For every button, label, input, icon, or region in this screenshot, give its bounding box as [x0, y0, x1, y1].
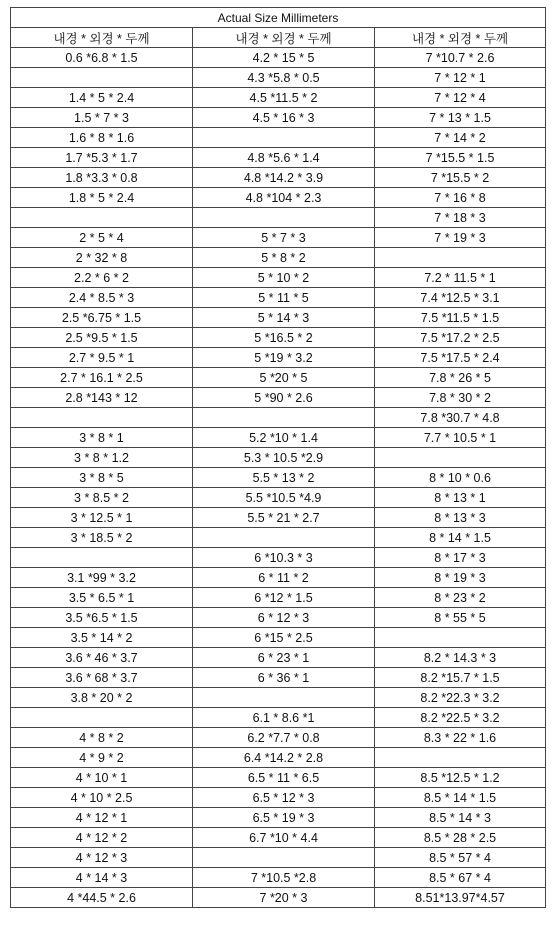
table-cell: 8 * 14 * 1.5 — [375, 528, 546, 548]
table-cell: 1.5 * 7 * 3 — [11, 108, 193, 128]
table-row — [11, 248, 546, 268]
table-cell: 4.8 *14.2 * 3.9 — [193, 168, 375, 188]
table-cell: 8.2 *15.7 * 1.5 — [375, 668, 546, 688]
table-row — [11, 128, 546, 148]
table-cell: 8.2 * 14.3 * 3 — [375, 648, 546, 668]
table-row — [11, 748, 546, 768]
table-row — [11, 168, 546, 188]
table-cell — [193, 128, 375, 148]
table-cell: 4 * 12 * 2 — [11, 828, 193, 848]
table-cell: 6 * 23 * 1 — [193, 648, 375, 668]
table-cell: 7.5 *17.2 * 2.5 — [375, 328, 546, 348]
table-row — [11, 828, 546, 848]
table-cell: 6 *10.3 * 3 — [193, 548, 375, 568]
table-cell: 4 * 14 * 3 — [11, 868, 193, 888]
table-cell: 8 * 10 * 0.6 — [375, 468, 546, 488]
table-cell — [193, 208, 375, 228]
table-row — [11, 548, 546, 568]
table-cell: 4.3 *5.8 * 0.5 — [193, 68, 375, 88]
table-cell: 3.1 *99 * 3.2 — [11, 568, 193, 588]
table-cell: 5 *19 * 3.2 — [193, 348, 375, 368]
table-cell: 5 *90 * 2.6 — [193, 388, 375, 408]
table-row — [11, 688, 546, 708]
table-row — [11, 408, 546, 428]
table-row — [11, 228, 546, 248]
table-cell: 4 * 9 * 2 — [11, 748, 193, 768]
table-cell: 3.6 * 68 * 3.7 — [11, 668, 193, 688]
table-row — [11, 288, 546, 308]
table-cell — [375, 628, 546, 648]
table-cell: 8.2 *22.5 * 3.2 — [375, 708, 546, 728]
table-row — [11, 628, 546, 648]
table-cell: 3.5 * 6.5 * 1 — [11, 588, 193, 608]
table-cell — [375, 448, 546, 468]
table-cell: 5 * 8 * 2 — [193, 248, 375, 268]
table-cell: 7.5 *11.5 * 1.5 — [375, 308, 546, 328]
table-cell: 6.5 * 11 * 6.5 — [193, 768, 375, 788]
table-row — [11, 848, 546, 868]
table-cell: 7 *20 * 3 — [193, 888, 375, 908]
table-cell: 4 * 10 * 2.5 — [11, 788, 193, 808]
table-row — [11, 148, 546, 168]
table-cell: 3 * 12.5 * 1 — [11, 508, 193, 528]
table-row — [11, 868, 546, 888]
table-cell: 3 * 8 * 5 — [11, 468, 193, 488]
table-cell: 6.1 * 8.6 *1 — [193, 708, 375, 728]
table-cell: 7.8 * 26 * 5 — [375, 368, 546, 388]
table-cell: 2.7 * 16.1 * 2.5 — [11, 368, 193, 388]
table-row — [11, 668, 546, 688]
table-cell: 3.6 * 46 * 3.7 — [11, 648, 193, 668]
table-cell: 2.7 * 9.5 * 1 — [11, 348, 193, 368]
table-row — [11, 368, 546, 388]
table-cell: 4.8 *104 * 2.3 — [193, 188, 375, 208]
table-row — [11, 48, 546, 68]
table-cell: 5.5 * 21 * 2.7 — [193, 508, 375, 528]
table-cell: 2.8 *143 * 12 — [11, 388, 193, 408]
table-cell: 4.5 *11.5 * 2 — [193, 88, 375, 108]
table-cell: 8 * 23 * 2 — [375, 588, 546, 608]
table-row — [11, 468, 546, 488]
table-cell: 1.8 *3.3 * 0.8 — [11, 168, 193, 188]
column-header: 내경 * 외경 * 두께 — [11, 28, 193, 48]
table-cell: 5.5 * 13 * 2 — [193, 468, 375, 488]
table-cell: 6 *12 * 1.5 — [193, 588, 375, 608]
column-header: 내경 * 외경 * 두께 — [193, 28, 375, 48]
table-cell: 1.4 * 5 * 2.4 — [11, 88, 193, 108]
table-row — [11, 588, 546, 608]
table-row — [11, 768, 546, 788]
table-cell: 2.2 * 6 * 2 — [11, 268, 193, 288]
table-cell: 8.5 *12.5 * 1.2 — [375, 768, 546, 788]
table-row — [11, 888, 546, 908]
table-row — [11, 528, 546, 548]
table-cell: 5 * 14 * 3 — [193, 308, 375, 328]
table-cell: 4.5 * 16 * 3 — [193, 108, 375, 128]
table-cell: 5 * 7 * 3 — [193, 228, 375, 248]
table-cell: 8 * 17 * 3 — [375, 548, 546, 568]
table-cell: 3 * 8 * 1 — [11, 428, 193, 448]
table-cell — [375, 748, 546, 768]
table-cell: 8 * 19 * 3 — [375, 568, 546, 588]
table-cell: 7 * 13 * 1.5 — [375, 108, 546, 128]
table-cell — [193, 528, 375, 548]
table-row — [11, 328, 546, 348]
table-cell: 1.8 * 5 * 2.4 — [11, 188, 193, 208]
table-cell: 6 * 36 * 1 — [193, 668, 375, 688]
column-header: 내경 * 외경 * 두께 — [375, 28, 546, 48]
table-cell: 7 * 14 * 2 — [375, 128, 546, 148]
table-row — [11, 508, 546, 528]
table-cell: 2 * 5 * 4 — [11, 228, 193, 248]
table-cell: 6.5 * 12 * 3 — [193, 788, 375, 808]
table-cell: 6 *15 * 2.5 — [193, 628, 375, 648]
table-cell: 0.6 *6.8 * 1.5 — [11, 48, 193, 68]
table-cell: 5 * 10 * 2 — [193, 268, 375, 288]
table-cell — [193, 688, 375, 708]
table-cell: 4.8 *5.6 * 1.4 — [193, 148, 375, 168]
table-row — [11, 268, 546, 288]
table-cell: 3 * 8.5 * 2 — [11, 488, 193, 508]
table-row — [11, 608, 546, 628]
table-cell: 3 * 18.5 * 2 — [11, 528, 193, 548]
table-row — [11, 88, 546, 108]
table-row — [11, 68, 546, 88]
table-cell: 3.5 * 14 * 2 — [11, 628, 193, 648]
table-cell: 7 *15.5 * 1.5 — [375, 148, 546, 168]
table-cell: 6.2 *7.7 * 0.8 — [193, 728, 375, 748]
table-cell: 6 * 11 * 2 — [193, 568, 375, 588]
table-cell: 7.2 * 11.5 * 1 — [375, 268, 546, 288]
table-cell: 5.3 * 10.5 *2.9 — [193, 448, 375, 468]
table-cell: 5.2 *10 * 1.4 — [193, 428, 375, 448]
table-cell: 8.5 * 67 * 4 — [375, 868, 546, 888]
table-cell: 7 * 16 * 8 — [375, 188, 546, 208]
table-cell: 4.2 * 15 * 5 — [193, 48, 375, 68]
table-cell: 2.5 *9.5 * 1.5 — [11, 328, 193, 348]
table-cell: 8.3 * 22 * 1.6 — [375, 728, 546, 748]
table-row — [11, 448, 546, 468]
table-row — [11, 808, 546, 828]
table-cell: 7.8 *30.7 * 4.8 — [375, 408, 546, 428]
table-row — [11, 188, 546, 208]
table-cell: 7.7 * 10.5 * 1 — [375, 428, 546, 448]
table-cell: 8.51*13.97*4.57 — [375, 888, 546, 908]
table-cell: 8.5 * 14 * 3 — [375, 808, 546, 828]
table-cell: 3 * 8 * 1.2 — [11, 448, 193, 468]
table-cell: 7 * 18 * 3 — [375, 208, 546, 228]
table-row — [11, 208, 546, 228]
table-cell: 8.5 * 57 * 4 — [375, 848, 546, 868]
table-body — [11, 48, 546, 908]
table-row — [11, 568, 546, 588]
table-cell: 7 *10.7 * 2.6 — [375, 48, 546, 68]
table-cell: 5 *20 * 5 — [193, 368, 375, 388]
size-table — [10, 7, 546, 908]
table-cell — [11, 548, 193, 568]
table-cell: 4 * 12 * 1 — [11, 808, 193, 828]
table-cell: 4 * 8 * 2 — [11, 728, 193, 748]
table-cell: 8.5 * 14 * 1.5 — [375, 788, 546, 808]
table-cell: 7 *10.5 *2.8 — [193, 868, 375, 888]
table-row — [11, 708, 546, 728]
table-cell — [11, 208, 193, 228]
table-cell: 7 * 12 * 1 — [375, 68, 546, 88]
table-cell: 2.5 *6.75 * 1.5 — [11, 308, 193, 328]
table-cell: 7.5 *17.5 * 2.4 — [375, 348, 546, 368]
table-cell: 7.8 * 30 * 2 — [375, 388, 546, 408]
table-cell: 6.7 *10 * 4.4 — [193, 828, 375, 848]
table-cell: 5 * 11 * 5 — [193, 288, 375, 308]
table-row — [11, 428, 546, 448]
header-row — [11, 28, 546, 48]
table-cell: 6 * 12 * 3 — [193, 608, 375, 628]
table-cell: 8 * 13 * 1 — [375, 488, 546, 508]
table-cell — [193, 848, 375, 868]
table-row — [11, 488, 546, 508]
table-cell: 3.8 * 20 * 2 — [11, 688, 193, 708]
table-cell — [11, 68, 193, 88]
table-cell — [375, 248, 546, 268]
table-row — [11, 348, 546, 368]
table-row — [11, 388, 546, 408]
table-row — [11, 308, 546, 328]
table-cell — [11, 408, 193, 428]
table-cell: 8.2 *22.3 * 3.2 — [375, 688, 546, 708]
table-cell: 1.7 *5.3 * 1.7 — [11, 148, 193, 168]
table-cell: 7 * 19 * 3 — [375, 228, 546, 248]
table-title: Actual Size Millimeters — [11, 8, 546, 28]
table-cell: 8 * 13 * 3 — [375, 508, 546, 528]
table-row — [11, 108, 546, 128]
table-cell: 7.4 *12.5 * 3.1 — [375, 288, 546, 308]
table-cell: 1.6 * 8 * 1.6 — [11, 128, 193, 148]
table-cell: 6.4 *14.2 * 2.8 — [193, 748, 375, 768]
table-row — [11, 648, 546, 668]
table-cell: 7 * 12 * 4 — [375, 88, 546, 108]
table-cell: 4 *44.5 * 2.6 — [11, 888, 193, 908]
size-table-container — [10, 7, 545, 908]
table-cell: 2.4 * 8.5 * 3 — [11, 288, 193, 308]
table-cell: 4 * 12 * 3 — [11, 848, 193, 868]
table-cell: 5 *16.5 * 2 — [193, 328, 375, 348]
table-cell: 4 * 10 * 1 — [11, 768, 193, 788]
table-row — [11, 788, 546, 808]
table-cell: 8.5 * 28 * 2.5 — [375, 828, 546, 848]
table-row — [11, 728, 546, 748]
table-cell: 7 *15.5 * 2 — [375, 168, 546, 188]
table-cell: 6.5 * 19 * 3 — [193, 808, 375, 828]
table-cell — [11, 708, 193, 728]
table-cell — [193, 408, 375, 428]
table-cell: 5.5 *10.5 *4.9 — [193, 488, 375, 508]
table-cell: 8 * 55 * 5 — [375, 608, 546, 628]
table-cell: 2 * 32 * 8 — [11, 248, 193, 268]
table-cell: 3.5 *6.5 * 1.5 — [11, 608, 193, 628]
